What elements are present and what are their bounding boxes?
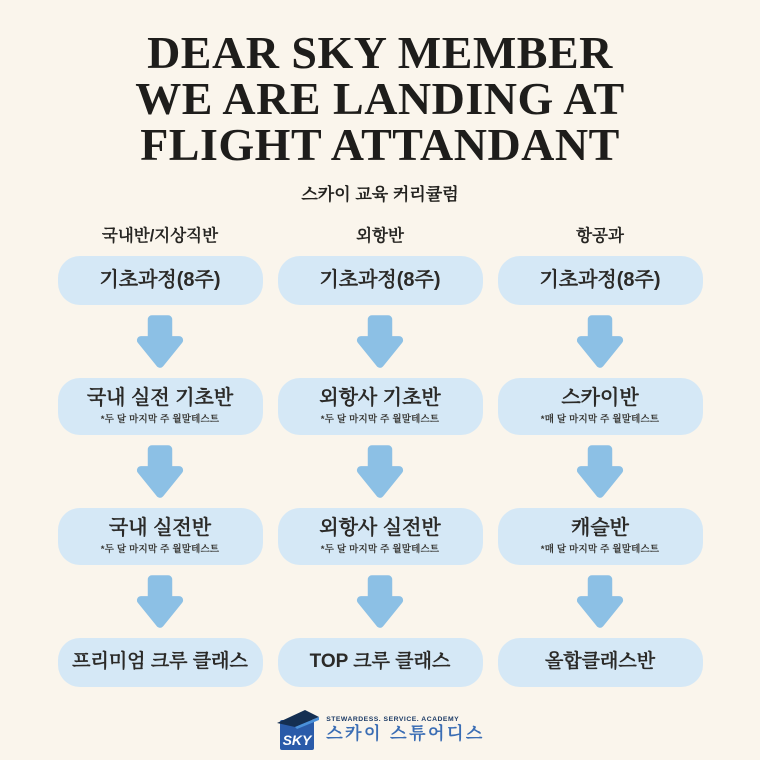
column-domestic: [58, 228, 263, 687]
down-arrow-icon: [131, 443, 189, 501]
sky-logo-icon: [275, 708, 319, 752]
course-note: *두 달 마지막 주 월말테스트: [320, 414, 440, 425]
course-note: *매 달 마지막 주 월말테스트: [540, 414, 660, 425]
course-label: 국내 실전 기초반: [86, 387, 234, 409]
svg-text:SKY: SKY: [282, 732, 312, 748]
course-label: 기초과정(8주): [319, 268, 441, 291]
course-note: *두 달 마지막 주 월말테스트: [100, 544, 220, 555]
course-box: [58, 378, 263, 435]
course-label: 스카이반: [561, 387, 639, 409]
course-box: [58, 508, 263, 565]
column-aviation-dept: [498, 228, 703, 687]
down-arrow-icon: [131, 573, 189, 631]
course-box: [498, 378, 703, 435]
down-arrow-icon: [351, 313, 409, 371]
course-note: *두 달 마지막 주 월말테스트: [320, 544, 440, 555]
logo-english-tagline: STEWARDESS. SERVICE. ACADEMY: [326, 715, 460, 723]
course-box: [278, 378, 483, 435]
column-header: 국내반/지상직반: [101, 227, 219, 245]
academy-logo: [0, 708, 760, 752]
course-label: 캐슬반: [571, 517, 629, 539]
course-box: [498, 256, 703, 305]
down-arrow-icon: [571, 573, 629, 631]
title-line-1: DEAR SKY MEMBER: [147, 27, 613, 78]
column-header: 외항반: [356, 227, 404, 245]
logo-korean-name: 스카이 스튜어디스: [326, 724, 485, 744]
course-box: [278, 256, 483, 305]
course-label: TOP 크루 클래스: [309, 651, 451, 673]
course-label: 기초과정(8주): [539, 268, 661, 291]
course-label: 외항사 기초반: [319, 387, 441, 409]
page-subtitle: 스카이 교육 커리큘럼: [301, 185, 459, 204]
course-box: [58, 256, 263, 305]
down-arrow-icon: [571, 313, 629, 371]
course-label: 올합클래스반: [544, 651, 656, 673]
course-note: *두 달 마지막 주 월말테스트: [100, 414, 220, 425]
course-box: [58, 638, 263, 687]
title-line-3: FLIGHT ATTANDANT: [140, 119, 620, 170]
column-foreign-airline: [278, 228, 483, 687]
course-label: 국내 실전반: [108, 517, 212, 539]
curriculum-flow: [0, 228, 760, 687]
page-title: [0, 0, 760, 168]
course-note: *매 달 마지막 주 월말테스트: [540, 544, 660, 555]
down-arrow-icon: [351, 573, 409, 631]
course-box: [278, 638, 483, 687]
down-arrow-icon: [131, 313, 189, 371]
column-header: 항공과: [576, 227, 624, 245]
down-arrow-icon: [571, 443, 629, 501]
title-line-2: WE ARE LANDING AT: [135, 73, 625, 124]
down-arrow-icon: [351, 443, 409, 501]
course-box: [498, 508, 703, 565]
course-label: 기초과정(8주): [99, 268, 221, 291]
course-box: [498, 638, 703, 687]
logo-text-block: [326, 716, 485, 744]
course-box: [278, 508, 483, 565]
course-label: 외항사 실전반: [319, 517, 441, 539]
course-label: 프리미엄 크루 클래스: [72, 651, 248, 673]
